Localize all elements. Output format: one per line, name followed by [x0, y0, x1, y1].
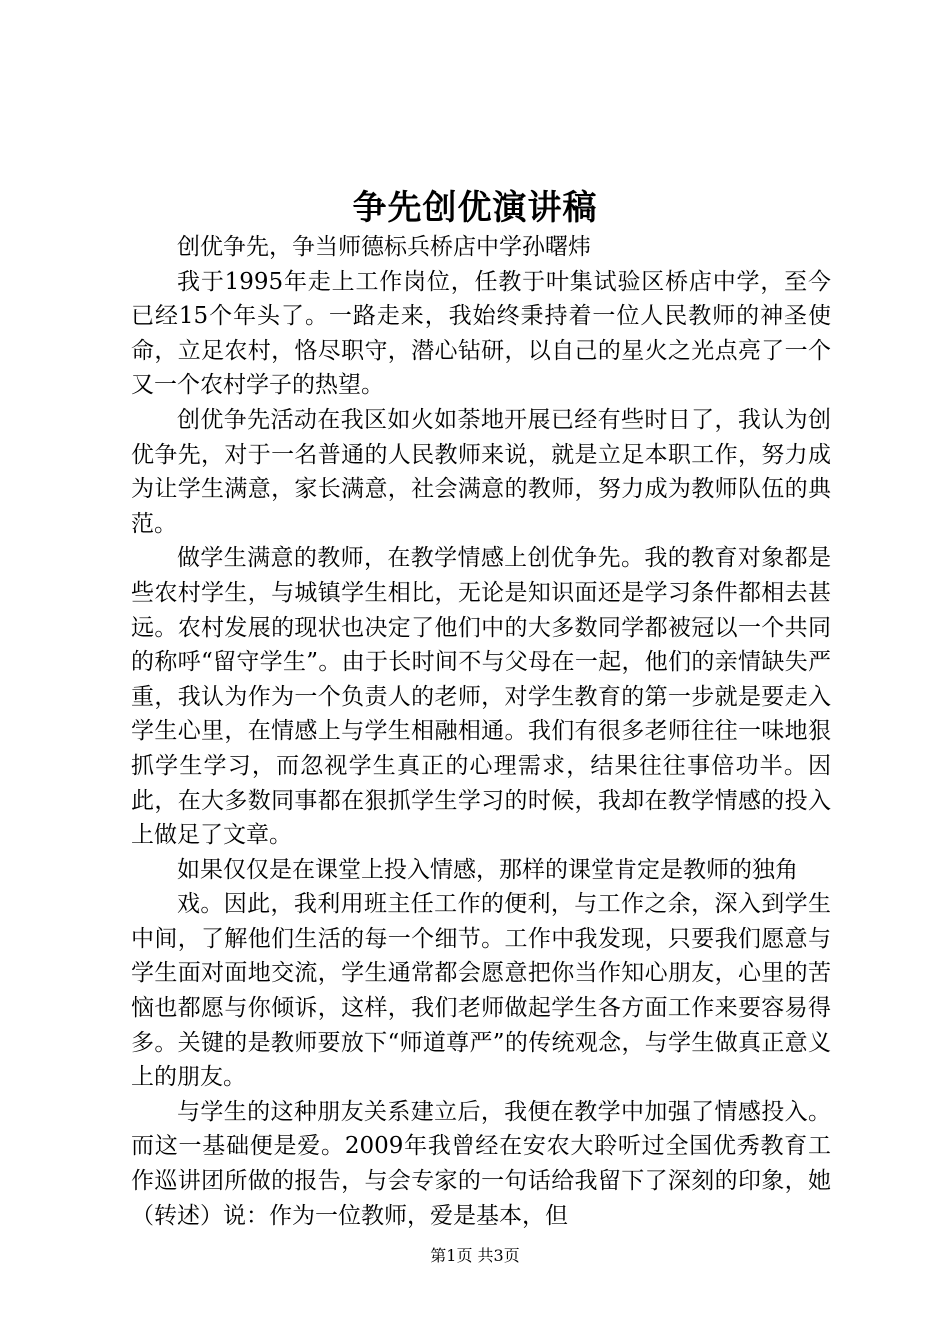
document-body — [131, 230, 831, 1233]
body-paragraph: 做学生满意的教师，在教学情感上创优争先。我的教育对象都是些农村学生，与城镇学生相比，无论是知识面还是学习条件都相去甚远。农村发展的现状也决定了他们中的大多数同学都被冠以一个共同的称呼“留守学生”。由于长时间不与父母在一起，他们的亲情缺失严重，我认为作为一个负责人的老师，对学生教育的第一步就是要走入学生心里，在情感上与学生相融相通。我们有很多老师往往一味地狠抓学生学习，而忽视学生真正的心理需求，结果往往事倍功半。因此，在大多数同事都在狠抓学生学习的时候，我却在教学情感的投入上做足了文章。 — [131, 545, 831, 849]
body-paragraph: 如果仅仅是在课堂上投入情感，那样的课堂肯定是教师的独角 — [177, 856, 798, 883]
body-paragraph: 创优争先活动在我区如火如荼地开展已经有些时日了，我认为创优争先，对于一名普通的人民教师来说，就是立足本职工作，努力成为让学生满意，家长满意，社会满意的教师，努力成为教师队伍的典范。 — [131, 406, 831, 537]
byline-paragraph: 创优争先，争当师德标兵桥店中学孙曙炜 — [177, 234, 591, 260]
body-paragraph: 与学生的这种朋友关系建立后，我便在教学中加强了情感投入。而这一基础便是爱。2009年我曾经在安农大聆听过全国优秀教育工作巡讲团所做的报告，与会专家的一句话给我留下了深刻的印象，她（转述）说：作为一位教师，爱是基本，但 — [131, 1098, 831, 1229]
body-paragraph: 戏。因此，我利用班主任工作的便利，与工作之余，深入到学生中间，了解他们生活的每一个细节。工作中我发现，只要我们愿意与学生面对面地交流，学生通常都会愿意把你当作知心朋友，心里的苦恼也都愿与你倾诉，这样，我们老师做起学生各方面工作来要容易得多。关键的是教师要放下“师道尊严”的传统观念，与学生做真正意义上的朋友。 — [131, 891, 831, 1091]
page-footer: 第1页 共3页 — [430, 1246, 520, 1265]
body-paragraph: 我于1995年走上工作岗位，任教于叶集试验区桥店中学，至今已经15个年头了。一路走来，我始终秉持着一位人民教师的神圣使命，立足农村，恪尽职守，潜心钻研，以自己的星火之光点亮了一个又一个农村学子的热望。 — [131, 268, 831, 399]
document-title: 争先创优演讲稿 — [352, 188, 598, 228]
